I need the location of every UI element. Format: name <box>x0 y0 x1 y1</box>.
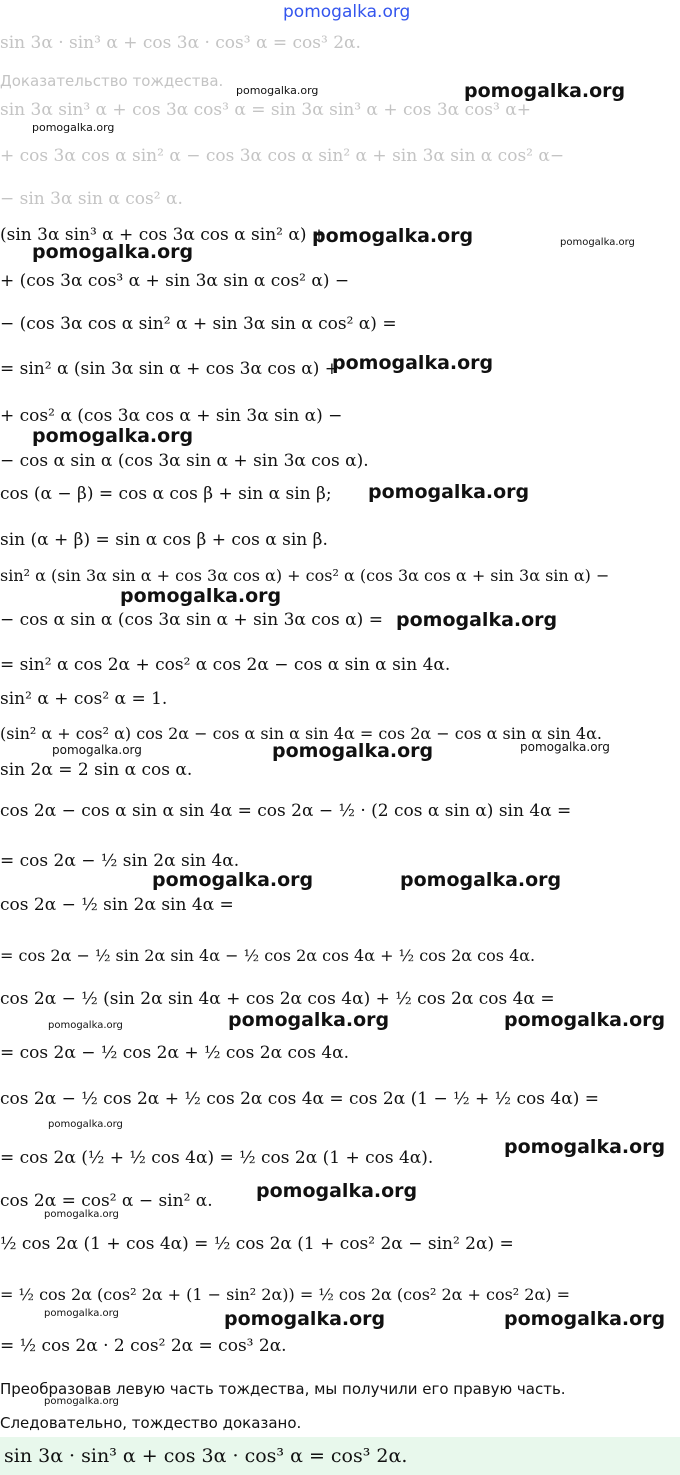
math-line: = sin² α cos 2α + cos² α cos 2α − cos α sin α sin 4α. <box>0 655 451 675</box>
math-line: cos 2α − ½ sin 2α sin 4α = <box>0 895 234 915</box>
site-watermark-link[interactable]: pomogalka.org <box>283 2 411 22</box>
watermark: pomogalka.org <box>368 481 530 503</box>
math-line: cos 2α = cos² α − sin² α. <box>0 1191 213 1211</box>
result-formula: sin 3α · sin³ α + cos 3α · cos³ α = cos³ 2α. <box>4 1445 408 1467</box>
watermark: pomogalka.org <box>44 1209 119 1220</box>
watermark: pomogalka.org <box>228 1009 390 1031</box>
conclusion-text: Следовательно, тождество доказано. <box>0 1414 302 1432</box>
math-line: = ½ cos 2α · 2 cos² 2α = cos³ 2α. <box>0 1336 287 1356</box>
math-line: sin (α + β) = sin α cos β + cos α sin β. <box>0 530 328 550</box>
watermark: pomogalka.org <box>396 609 558 631</box>
math-line: − cos α sin α (cos 3α sin α + sin 3α cos α). <box>0 451 369 471</box>
math-line: cos 2α − cos α sin α sin 4α = cos 2α − ½ · (2 cos α sin α) sin 4α = <box>0 801 572 821</box>
watermark: pomogalka.org <box>332 352 494 374</box>
math-line: sin² α + cos² α = 1. <box>0 689 168 709</box>
math-line: cos 2α − ½ (sin 2α sin 4α + cos 2α cos 4α) + ½ cos 2α cos 4α = <box>0 989 555 1009</box>
watermark: pomogalka.org <box>44 1396 119 1407</box>
watermark: pomogalka.org <box>560 237 635 248</box>
watermark: pomogalka.org <box>224 1308 386 1330</box>
math-line: − cos α sin α (cos 3α sin α + sin 3α cos α) = <box>0 610 383 630</box>
math-line: = sin² α (sin 3α sin α + cos 3α cos α) + <box>0 359 339 379</box>
watermark: pomogalka.org <box>120 585 282 607</box>
math-line: − (cos 3α cos α sin² α + sin 3α sin α cos² α) = <box>0 314 397 334</box>
math-line: = cos 2α − ½ sin 2α sin 4α. <box>0 851 240 871</box>
math-line: sin 2α = 2 sin α cos α. <box>0 760 193 780</box>
math-line: ½ cos 2α (1 + cos 4α) = ½ cos 2α (1 + cos² 2α − sin² 2α) = <box>0 1234 514 1254</box>
watermark: pomogalka.org <box>44 1308 119 1319</box>
conclusion-text: Преобразовав левую часть тождества, мы получили его правую часть. <box>0 1380 566 1398</box>
math-line: − sin 3α sin α cos² α. <box>0 189 183 209</box>
math-line: cos (α − β) = cos α cos β + sin α sin β; <box>0 484 332 504</box>
math-line: = cos 2α − ½ sin 2α sin 4α − ½ cos 2α cos 4α + ½ cos 2α cos 4α. <box>0 946 536 965</box>
watermark: pomogalka.org <box>32 121 115 134</box>
problem-statement-faded: sin 3α · sin³ α + cos 3α · cos³ α = cos³ 2α. <box>0 33 361 53</box>
watermark: pomogalka.org <box>52 743 142 757</box>
watermark: pomogalka.org <box>256 1180 418 1202</box>
watermark: pomogalka.org <box>48 1119 123 1130</box>
watermark: pomogalka.org <box>464 80 626 102</box>
math-line: (sin² α + cos² α) cos 2α − cos α sin α sin 4α = cos 2α − cos α sin α sin 4α. <box>0 724 602 743</box>
math-line: cos 2α − ½ cos 2α + ½ cos 2α cos 4α = cos 2α (1 − ½ + ½ cos 4α) = <box>0 1089 599 1109</box>
math-line: = cos 2α (½ + ½ cos 4α) = ½ cos 2α (1 + cos 4α). <box>0 1148 434 1168</box>
math-line: sin 3α sin³ α + cos 3α cos³ α = sin 3α sin³ α + cos 3α cos³ α+ <box>0 100 531 120</box>
watermark: pomogalka.org <box>312 225 474 247</box>
watermark: pomogalka.org <box>236 84 319 97</box>
watermark: pomogalka.org <box>504 1136 666 1158</box>
math-line: + cos 3α cos α sin² α − cos 3α cos α sin² α + sin 3α sin α cos² α− <box>0 146 565 166</box>
watermark: pomogalka.org <box>400 869 562 891</box>
math-line: + cos² α (cos 3α cos α + sin 3α sin α) − <box>0 406 343 426</box>
math-line: sin² α (sin 3α sin α + cos 3α cos α) + cos² α (cos 3α cos α + sin 3α sin α) − <box>0 566 610 585</box>
watermark: pomogalka.org <box>520 740 610 754</box>
math-line: = cos 2α − ½ cos 2α + ½ cos 2α cos 4α. <box>0 1043 350 1063</box>
math-line: = ½ cos 2α (cos² 2α + (1 − sin² 2α)) = ½ cos 2α (cos² 2α + cos² 2α) = <box>0 1285 571 1304</box>
watermark: pomogalka.org <box>32 241 194 263</box>
watermark: pomogalka.org <box>32 425 194 447</box>
math-line: + (cos 3α cos³ α + sin 3α sin α cos² α) − <box>0 271 350 291</box>
watermark: pomogalka.org <box>48 1020 123 1031</box>
math-line: (sin 3α sin³ α + cos 3α cos α sin² α) + <box>0 225 327 245</box>
watermark: pomogalka.org <box>504 1009 666 1031</box>
watermark: pomogalka.org <box>272 740 434 762</box>
result-box <box>0 1437 680 1475</box>
proof-heading: Доказательство тождества. <box>0 72 224 90</box>
watermark: pomogalka.org <box>504 1308 666 1330</box>
watermark: pomogalka.org <box>152 869 314 891</box>
